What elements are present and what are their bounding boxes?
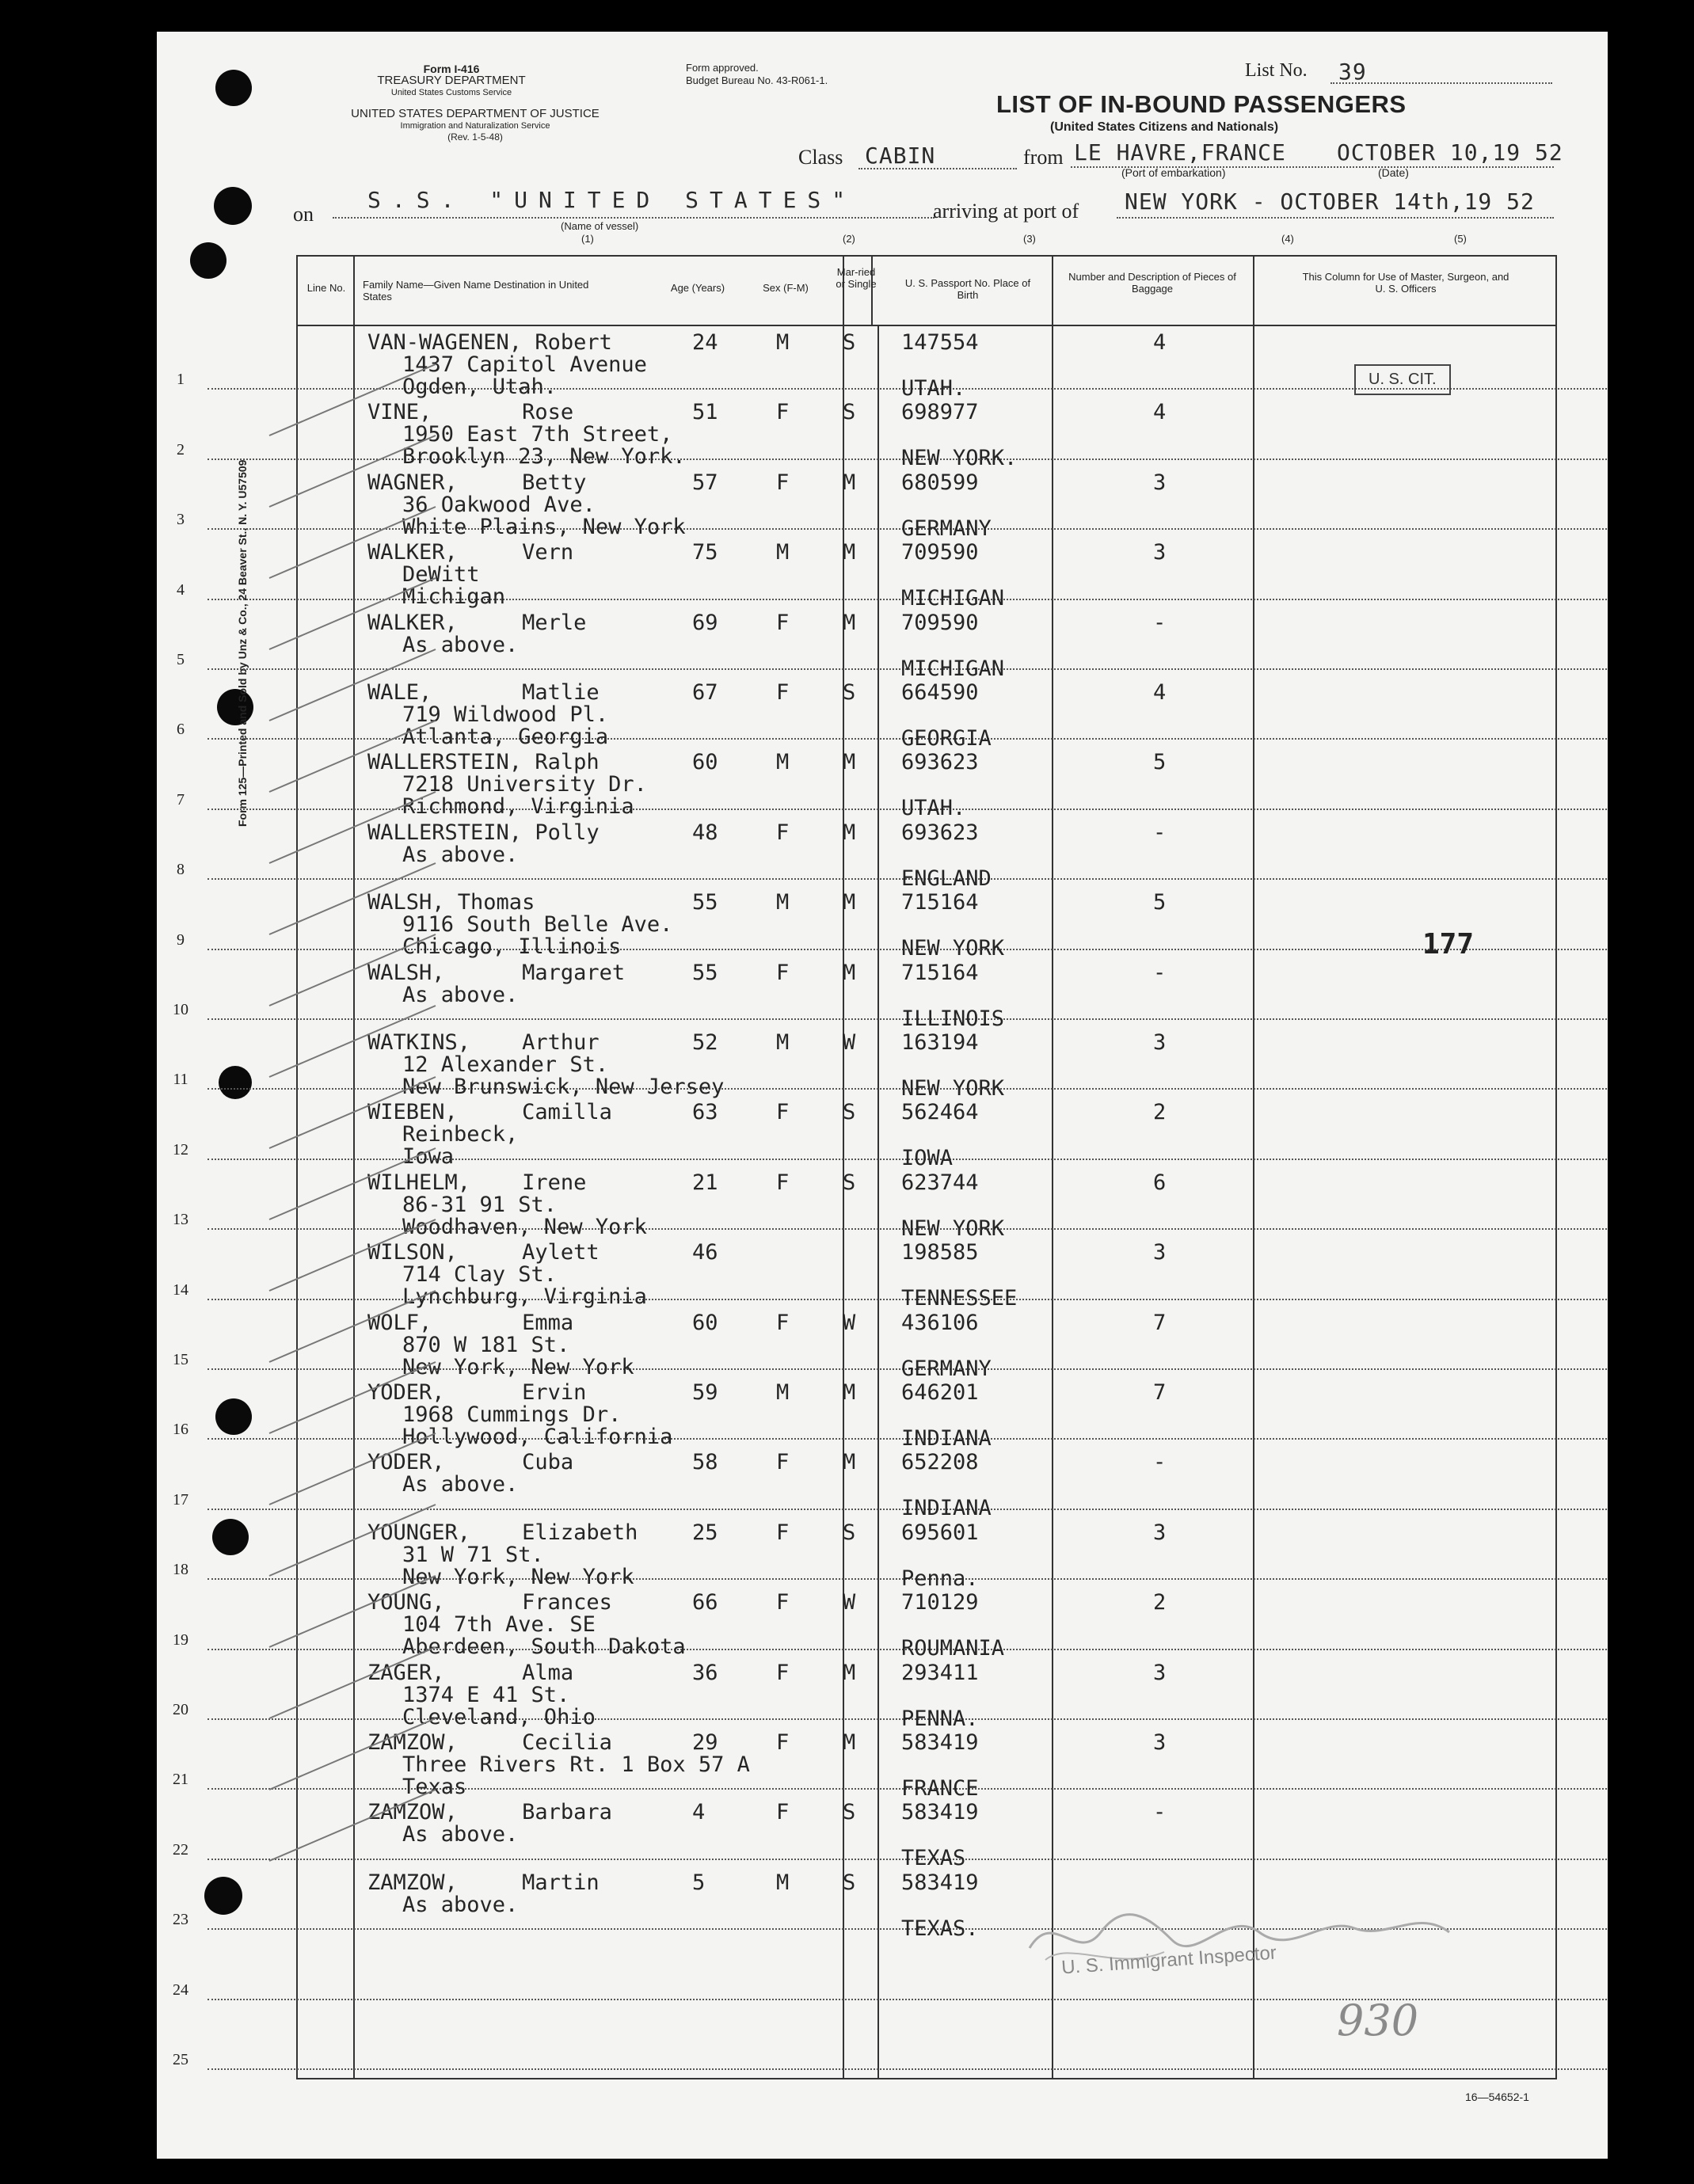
passenger-age: 57 bbox=[692, 470, 718, 495]
baggage-count: 5 bbox=[1153, 750, 1167, 774]
us-citizen-stamp: U. S. CIT. bbox=[1354, 364, 1451, 395]
revision: (Rev. 1-5-48) bbox=[447, 131, 503, 143]
passenger-marital: S bbox=[843, 1520, 856, 1545]
passport-number: 693623 bbox=[901, 820, 979, 845]
passenger-city: Texas bbox=[402, 1775, 467, 1799]
treasury-dept: TREASURY DEPARTMENT bbox=[377, 74, 526, 87]
port-of-embarkation: LE HAVRE,FRANCE bbox=[1074, 139, 1286, 166]
customs-service: United States Customs Service bbox=[390, 88, 512, 97]
passenger-city: Aberdeen, South Dakota bbox=[402, 1634, 686, 1659]
passenger-marital: M bbox=[843, 820, 856, 845]
passenger-address: As above. bbox=[402, 843, 519, 867]
passenger-age: 67 bbox=[692, 680, 718, 705]
passenger-address: 9116 South Belle Ave. bbox=[402, 912, 673, 937]
passenger-name: ZAMZOW, Martin bbox=[367, 1870, 600, 1895]
line-number: 20 bbox=[173, 1701, 188, 1718]
line-number: 7 bbox=[177, 791, 185, 809]
col-head-sex: Sex (F-M) bbox=[763, 282, 809, 294]
punch-hole bbox=[215, 70, 252, 106]
passport-number: 693623 bbox=[901, 750, 979, 774]
row-dotted-line bbox=[207, 2068, 1607, 2070]
passenger-city: Hollywood, California bbox=[402, 1425, 673, 1449]
passenger-name: WILSON, Aylett bbox=[367, 1240, 600, 1265]
line-number: 2 bbox=[177, 441, 185, 458]
passenger-name: WALKER, Merle bbox=[367, 611, 587, 635]
col-num-4: (4) bbox=[1281, 233, 1294, 245]
list-number: 39 bbox=[1338, 59, 1367, 85]
passport-number: 695601 bbox=[901, 1520, 979, 1545]
passenger-address: DeWitt bbox=[402, 562, 480, 587]
passenger-sex: M bbox=[776, 1030, 790, 1055]
place-of-birth: TENNESSEE bbox=[901, 1286, 1018, 1311]
col-head-line: Line No. bbox=[306, 282, 346, 294]
passenger-address: 12 Alexander St. bbox=[402, 1052, 609, 1077]
from-label: from bbox=[1023, 146, 1064, 169]
passenger-age: 59 bbox=[692, 1380, 718, 1405]
passenger-name: WALSH, Thomas bbox=[367, 890, 535, 915]
passenger-marital: M bbox=[843, 1450, 856, 1474]
passport-number: 715164 bbox=[901, 961, 979, 985]
passport-number: 698977 bbox=[901, 400, 979, 424]
passenger-marital: W bbox=[843, 1311, 856, 1335]
passenger-sex: F bbox=[776, 1100, 790, 1124]
officer-note: 177 bbox=[1422, 928, 1475, 961]
baggage-count: - bbox=[1153, 611, 1167, 635]
passport-number: 709590 bbox=[901, 540, 979, 565]
place-of-birth: ENGLAND bbox=[901, 866, 992, 891]
line-number: 19 bbox=[173, 1631, 188, 1649]
place-of-birth: GERMANY bbox=[901, 516, 992, 541]
passenger-city: New York, New York bbox=[402, 1355, 634, 1379]
place-of-birth: ILLINOIS bbox=[901, 1006, 1005, 1031]
passenger-sex: F bbox=[776, 961, 790, 985]
passenger-city: New York, New York bbox=[402, 1565, 634, 1589]
passenger-marital: M bbox=[843, 611, 856, 635]
passenger-age: 25 bbox=[692, 1520, 718, 1545]
form-approved: Form approved. bbox=[686, 62, 759, 74]
baggage-count: 3 bbox=[1153, 1661, 1167, 1685]
baggage-count: 3 bbox=[1153, 1240, 1167, 1265]
passenger-marital: S bbox=[843, 330, 856, 355]
line-number: 11 bbox=[173, 1071, 188, 1088]
passport-number: 709590 bbox=[901, 611, 979, 635]
place-of-birth: MICHIGAN bbox=[901, 586, 1005, 611]
punch-hole bbox=[212, 1519, 249, 1555]
place-of-birth: TEXAS. bbox=[901, 1916, 979, 1941]
passenger-address: As above. bbox=[402, 1822, 519, 1847]
passenger-name: WALKER, Vern bbox=[367, 540, 574, 565]
passenger-name: YODER, Ervin bbox=[367, 1380, 587, 1405]
passenger-name: YOUNG, Frances bbox=[367, 1590, 612, 1615]
line-number: 3 bbox=[177, 511, 185, 528]
passenger-address: 1968 Cummings Dr. bbox=[402, 1402, 622, 1427]
baggage-count: 2 bbox=[1153, 1100, 1167, 1124]
passenger-sex: F bbox=[776, 400, 790, 424]
baggage-count: 2 bbox=[1153, 1590, 1167, 1615]
line-number: 5 bbox=[177, 651, 185, 668]
col-head-baggage: Number and Description of Pieces of Baggage bbox=[1068, 271, 1236, 295]
passenger-sex: F bbox=[776, 680, 790, 705]
punch-hole bbox=[215, 1398, 252, 1435]
passenger-marital: W bbox=[843, 1030, 856, 1055]
passenger-age: 60 bbox=[692, 1311, 718, 1335]
passenger-sex: M bbox=[776, 1380, 790, 1405]
col-head-officers: This Column for Use of Master, Surgeon, and U. S. Officers bbox=[1302, 271, 1509, 295]
passenger-address: 86-31 91 St. bbox=[402, 1193, 558, 1217]
baggage-count: 4 bbox=[1153, 680, 1167, 705]
arriving-label: arriving at port of bbox=[933, 200, 1079, 223]
passport-number: 436106 bbox=[901, 1311, 979, 1335]
passenger-name: WALLERSTEIN, Ralph bbox=[367, 750, 600, 774]
passenger-name: WAGNER, Betty bbox=[367, 470, 587, 495]
line-number: 23 bbox=[173, 1911, 188, 1928]
passenger-marital: S bbox=[843, 1800, 856, 1824]
passenger-marital: S bbox=[843, 680, 856, 705]
table-header-border bbox=[296, 325, 1557, 326]
passenger-sex: F bbox=[776, 820, 790, 845]
class-line bbox=[858, 168, 1017, 169]
table-top-border bbox=[296, 255, 1557, 257]
line-number: 12 bbox=[173, 1141, 188, 1159]
baggage-count: 3 bbox=[1153, 1730, 1167, 1755]
passport-number: 664590 bbox=[901, 680, 979, 705]
place-of-birth: GEORGIA bbox=[901, 726, 992, 751]
passenger-address: As above. bbox=[402, 1893, 519, 1917]
passenger-marital: M bbox=[843, 1730, 856, 1755]
passenger-address: 1950 East 7th Street, bbox=[402, 422, 673, 447]
passport-number: 583419 bbox=[901, 1800, 979, 1824]
passenger-sex: F bbox=[776, 1450, 790, 1474]
baggage-count: 7 bbox=[1153, 1380, 1167, 1405]
passport-number: 710129 bbox=[901, 1590, 979, 1615]
inspector-title: U. S. Immigrant Inspector bbox=[1060, 1942, 1277, 1979]
passenger-age: 36 bbox=[692, 1661, 718, 1685]
passport-number: 562464 bbox=[901, 1100, 979, 1124]
baggage-count: 5 bbox=[1153, 890, 1167, 915]
list-label: List No. bbox=[1245, 60, 1308, 81]
passenger-city: New Brunswick, New Jersey bbox=[402, 1075, 725, 1099]
passenger-age: 58 bbox=[692, 1450, 718, 1474]
baggage-count: - bbox=[1153, 1450, 1167, 1474]
passenger-marital: M bbox=[843, 470, 856, 495]
passenger-name: YOUNGER, Elizabeth bbox=[367, 1520, 638, 1545]
port-caption: (Port of embarkation) bbox=[1121, 166, 1226, 179]
passenger-name: WALLERSTEIN, Polly bbox=[367, 820, 600, 845]
passenger-marital: S bbox=[843, 400, 856, 424]
line-number: 22 bbox=[173, 1841, 188, 1859]
line-number: 9 bbox=[177, 931, 185, 949]
vessel-col-num: (1) bbox=[581, 233, 594, 245]
passenger-address: 31 W 71 St. bbox=[402, 1543, 544, 1567]
passport-number: 583419 bbox=[901, 1870, 979, 1895]
passenger-name: ZAMZOW, Cecilia bbox=[367, 1730, 612, 1755]
passenger-address: 719 Wildwood Pl. bbox=[402, 702, 609, 727]
footer-code: 16—54652-1 bbox=[1465, 2091, 1529, 2103]
passenger-marital: M bbox=[843, 890, 856, 915]
place-of-birth: PENNA. bbox=[901, 1706, 979, 1731]
baggage-count: 3 bbox=[1153, 1520, 1167, 1545]
passenger-marital: M bbox=[843, 1380, 856, 1405]
baggage-count: - bbox=[1153, 1800, 1167, 1824]
line-number: 16 bbox=[173, 1421, 188, 1438]
col-num-5: (5) bbox=[1454, 233, 1467, 245]
passenger-marital: S bbox=[843, 1170, 856, 1195]
vessel-name: S.S. "UNITED STATES" bbox=[367, 187, 857, 213]
passenger-address: 36 Oakwood Ave. bbox=[402, 493, 596, 517]
place-of-birth: UTAH. bbox=[901, 376, 966, 401]
passenger-age: 48 bbox=[692, 820, 718, 845]
passenger-name: WOLF, Emma bbox=[367, 1311, 574, 1335]
document-subtitle: (United States Citizens and Nationals) bbox=[1050, 120, 1279, 134]
passport-number: 147554 bbox=[901, 330, 979, 355]
place-of-birth: IOWA bbox=[901, 1146, 954, 1170]
place-of-birth: TEXAS bbox=[901, 1846, 966, 1870]
class-value: CABIN bbox=[865, 143, 936, 169]
inspector-mark: 930 bbox=[1337, 1996, 1419, 2045]
passenger-age: 52 bbox=[692, 1030, 718, 1055]
table-bottom-border bbox=[296, 2078, 1557, 2079]
passenger-name: ZAGER, Alma bbox=[367, 1661, 574, 1685]
passenger-city: Ogden, Utah. bbox=[402, 375, 558, 399]
passenger-sex: M bbox=[776, 750, 790, 774]
col-head-married: Mar-ried or Single bbox=[836, 266, 877, 290]
passenger-sex: F bbox=[776, 1661, 790, 1685]
line-number: 13 bbox=[173, 1211, 188, 1228]
passenger-age: 55 bbox=[692, 890, 718, 915]
punch-hole bbox=[219, 1066, 252, 1099]
passenger-address: 104 7th Ave. SE bbox=[402, 1612, 596, 1637]
line-number: 8 bbox=[177, 861, 185, 878]
place-of-birth: NEW YORK bbox=[901, 936, 1005, 961]
baggage-count: 3 bbox=[1153, 540, 1167, 565]
form-number: Form I-416 bbox=[423, 63, 480, 75]
passenger-city: Michigan bbox=[402, 584, 506, 609]
passenger-city: White Plains, New York bbox=[402, 515, 686, 539]
place-of-birth: MICHIGAN bbox=[901, 656, 1005, 681]
passenger-name: ZAMZOW, Barbara bbox=[367, 1800, 612, 1824]
passenger-age: 66 bbox=[692, 1590, 718, 1615]
punch-hole bbox=[204, 1877, 242, 1915]
baggage-count: 3 bbox=[1153, 1030, 1167, 1055]
punch-hole bbox=[214, 187, 252, 225]
passenger-city: Atlanta, Georgia bbox=[402, 725, 609, 749]
passport-number: 715164 bbox=[901, 890, 979, 915]
place-of-birth: GERMANY bbox=[901, 1356, 992, 1381]
passenger-age: 29 bbox=[692, 1730, 718, 1755]
passenger-age: 24 bbox=[692, 330, 718, 355]
place-of-birth: NEW YORK bbox=[901, 1216, 1005, 1241]
passenger-address: As above. bbox=[402, 1472, 519, 1497]
passenger-age: 75 bbox=[692, 540, 718, 565]
vessel-caption: (Name of vessel) bbox=[561, 220, 639, 232]
passenger-address: Reinbeck, bbox=[402, 1122, 519, 1147]
passenger-name: WILHELM, Irene bbox=[367, 1170, 587, 1195]
passenger-marital: M bbox=[843, 750, 856, 774]
punch-hole bbox=[190, 242, 227, 279]
passenger-age: 69 bbox=[692, 611, 718, 635]
passenger-sex: F bbox=[776, 1800, 790, 1824]
budget-bureau: Budget Bureau No. 43-R061-1. bbox=[686, 74, 828, 86]
line-number: 10 bbox=[173, 1001, 188, 1018]
passenger-name: WALE, Matlie bbox=[367, 680, 600, 705]
passenger-address: 714 Clay St. bbox=[402, 1262, 558, 1287]
passenger-name: VINE, Rose bbox=[367, 400, 574, 424]
passenger-name: WALSH, Margaret bbox=[367, 961, 626, 985]
arrival-port-date: NEW YORK - OCTOBER 14th,19 52 bbox=[1125, 188, 1535, 215]
embark-date: OCTOBER 10,19 52 bbox=[1337, 139, 1563, 166]
baggage-count: 7 bbox=[1153, 1311, 1167, 1335]
passenger-city: Chicago, Illinois bbox=[402, 934, 622, 959]
line-number: 1 bbox=[177, 371, 185, 388]
place-of-birth: UTAH. bbox=[901, 796, 966, 820]
passport-number: 583419 bbox=[901, 1730, 979, 1755]
passport-number: 680599 bbox=[901, 470, 979, 495]
passenger-address: 870 W 181 St. bbox=[402, 1333, 570, 1357]
place-of-birth: NEW YORK. bbox=[901, 446, 1018, 470]
col-head-passport: U. S. Passport No. Place of Birth bbox=[904, 277, 1031, 301]
passenger-address: 1374 E 41 St. bbox=[402, 1683, 570, 1707]
passenger-city: Brooklyn 23, New York. bbox=[402, 444, 686, 469]
baggage-count: 3 bbox=[1153, 470, 1167, 495]
passenger-sex: F bbox=[776, 1311, 790, 1335]
passport-number: 198585 bbox=[901, 1240, 979, 1265]
line-number: 17 bbox=[173, 1491, 188, 1509]
date-caption: (Date) bbox=[1378, 166, 1409, 179]
document-title: LIST OF IN-BOUND PASSENGERS bbox=[996, 90, 1407, 118]
passenger-marital: M bbox=[843, 961, 856, 985]
place-of-birth: Penna. bbox=[901, 1566, 979, 1591]
passenger-marital: S bbox=[843, 1870, 856, 1895]
baggage-count: 4 bbox=[1153, 400, 1167, 424]
passenger-city: Lynchburg, Virginia bbox=[402, 1284, 647, 1309]
passenger-address: As above. bbox=[402, 633, 519, 657]
line-number: 21 bbox=[173, 1771, 188, 1788]
col-head-age: Age (Years) bbox=[670, 282, 725, 294]
line-number: 4 bbox=[177, 581, 185, 599]
passenger-sex: M bbox=[776, 540, 790, 565]
col-num-2: (2) bbox=[843, 233, 855, 245]
passport-number: 623744 bbox=[901, 1170, 979, 1195]
passenger-marital: M bbox=[843, 540, 856, 565]
passenger-marital: M bbox=[843, 1661, 856, 1685]
passenger-city: Iowa bbox=[402, 1144, 455, 1169]
baggage-count: - bbox=[1153, 820, 1167, 845]
passenger-sex: M bbox=[776, 330, 790, 355]
passenger-sex: F bbox=[776, 1170, 790, 1195]
ins-service: Immigration and Naturalization Service bbox=[400, 121, 550, 131]
line-number: 15 bbox=[173, 1351, 188, 1368]
line-number: 24 bbox=[173, 1981, 188, 1999]
passenger-age: 46 bbox=[692, 1240, 718, 1265]
col-head-name: Family Name—Given Name Destination in United States bbox=[363, 279, 589, 302]
passenger-sex: F bbox=[776, 470, 790, 495]
col-num-3: (3) bbox=[1023, 233, 1036, 245]
justice-dept: UNITED STATES DEPARTMENT OF JUSTICE bbox=[351, 107, 600, 120]
baggage-count: 4 bbox=[1153, 330, 1167, 355]
passenger-age: 5 bbox=[692, 1870, 706, 1895]
passenger-name: VAN-WAGENEN, Robert bbox=[367, 330, 612, 355]
passenger-age: 21 bbox=[692, 1170, 718, 1195]
passenger-city: Woodhaven, New York bbox=[402, 1215, 647, 1239]
line-number: 14 bbox=[173, 1281, 188, 1299]
baggage-count: - bbox=[1153, 961, 1167, 985]
passport-number: 163194 bbox=[901, 1030, 979, 1055]
place-of-birth: FRANCE bbox=[901, 1776, 979, 1801]
passport-number: 646201 bbox=[901, 1380, 979, 1405]
arrival-line bbox=[1117, 217, 1554, 219]
passenger-address: As above. bbox=[402, 983, 519, 1007]
place-of-birth: INDIANA bbox=[901, 1426, 992, 1451]
line-number: 25 bbox=[173, 2051, 188, 2068]
passport-number: 293411 bbox=[901, 1661, 979, 1685]
place-of-birth: NEW YORK bbox=[901, 1076, 1005, 1101]
vessel-line bbox=[333, 217, 935, 219]
line-number: 18 bbox=[173, 1561, 188, 1578]
passenger-sex: M bbox=[776, 1870, 790, 1895]
margin-pencil-marks bbox=[261, 348, 467, 1964]
passenger-address: 1437 Capitol Avenue bbox=[402, 352, 647, 377]
passenger-sex: F bbox=[776, 1590, 790, 1615]
passenger-sex: F bbox=[776, 1730, 790, 1755]
passenger-age: 4 bbox=[692, 1800, 706, 1824]
passenger-name: WATKINS, Arthur bbox=[367, 1030, 600, 1055]
col-divider-passport bbox=[877, 325, 879, 2079]
passenger-sex: F bbox=[776, 611, 790, 635]
passenger-sex: F bbox=[776, 1520, 790, 1545]
passenger-address: Three Rivers Rt. 1 Box 57 A bbox=[402, 1752, 750, 1777]
passenger-age: 60 bbox=[692, 750, 718, 774]
passenger-age: 55 bbox=[692, 961, 718, 985]
passenger-age: 63 bbox=[692, 1100, 718, 1124]
on-label: on bbox=[293, 203, 314, 226]
class-label: Class bbox=[798, 146, 843, 169]
passenger-name: WIEBEN, Camilla bbox=[367, 1100, 612, 1124]
passenger-age: 51 bbox=[692, 400, 718, 424]
passenger-city: Cleveland, Ohio bbox=[402, 1705, 596, 1729]
place-of-birth: INDIANA bbox=[901, 1496, 992, 1520]
list-no-line bbox=[1330, 82, 1552, 84]
passenger-address: 7218 University Dr. bbox=[402, 772, 647, 797]
passport-number: 652208 bbox=[901, 1450, 979, 1474]
line-number: 6 bbox=[177, 721, 185, 738]
passenger-sex: M bbox=[776, 890, 790, 915]
passenger-name: YODER, Cuba bbox=[367, 1450, 574, 1474]
printer-imprint: Form 125—Printed and Sold by Unz & Co., 24 Beaver St., N. Y. U57509 bbox=[236, 459, 249, 827]
passenger-city: Richmond, Virginia bbox=[402, 794, 634, 819]
place-of-birth: ROUMANIA bbox=[901, 1636, 1005, 1661]
passenger-marital: S bbox=[843, 1100, 856, 1124]
passenger-marital: W bbox=[843, 1590, 856, 1615]
baggage-count: 6 bbox=[1153, 1170, 1167, 1195]
